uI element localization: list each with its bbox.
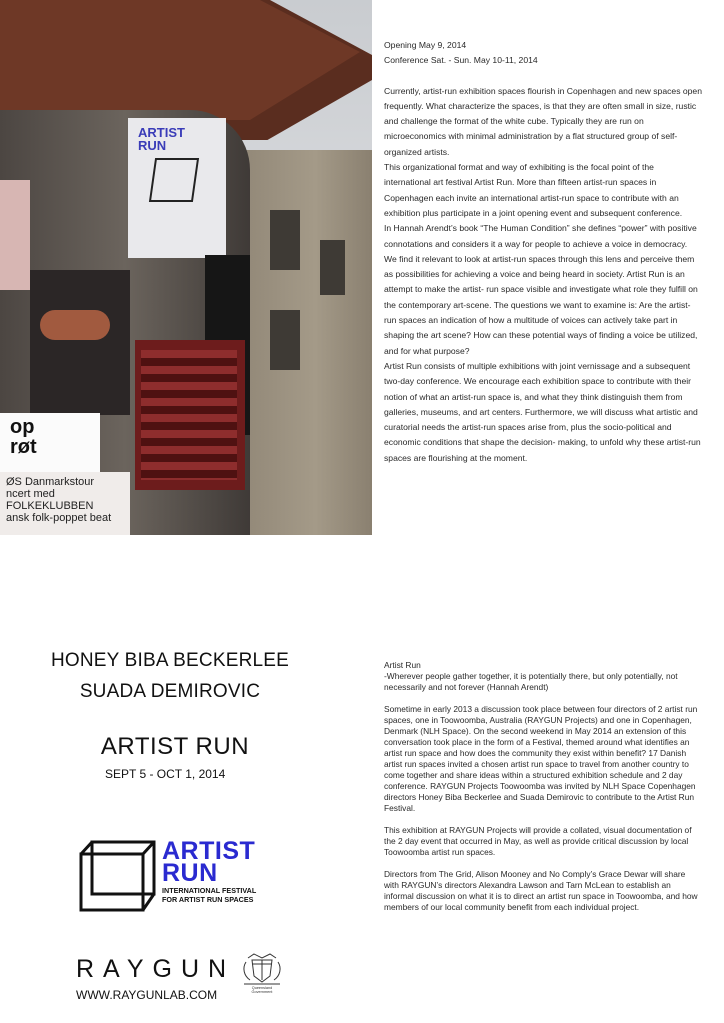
artist-names: [20, 645, 320, 707]
logo-run-text: RUN: [162, 859, 218, 887]
svg-text:Queensland: Queensland: [251, 986, 273, 990]
exhibition-paragraph: Directors from The Grid, Alison Mooney and No Comply’s Grace Dewar will share with RAYGUN’s directors Alexandra Lawson and Tarn McLean to establish an informal discussion on what it is to direct an artist run space in Toowoomba, and how members of our local community benefit from each individual project.: [384, 869, 698, 912]
description-paragraph: In Hannah Arendt’s book “The Human Condition” she defines “power” with positive connotations and considers it a way for people to achieve a voice in democracy. We find it relevant to look at artist-run spaces through this lens and perceive them as possibilities for achieving a voice and being heard in society. Artist Run is an attempt to make the artist- run space visible and investigate what role they fulfill on the contemporary art-scene. The questions we want to examine is: Are the artist-run spaces an indication of how a multitude of voices can actively take part in shaping the art scene? How can these potential ways of finding a voice be utilized, and for what purpose?: [384, 223, 698, 356]
exhibition-dates: SEPT 5 - OCT 1, 2014: [105, 767, 226, 781]
festival-description: [384, 38, 702, 466]
artist-run-poster: [128, 118, 226, 258]
artist-run-logo: [78, 838, 318, 918]
street-photo: [0, 0, 372, 535]
strip-line-1: ØS Danmarkstour: [6, 476, 95, 488]
background-building: [230, 150, 372, 535]
pink-poster: [0, 180, 30, 290]
poster-title-run: RUN: [138, 138, 167, 153]
logo-subtitle-2: FOR ARTIST RUN SPACES: [162, 895, 254, 904]
logo-artist-text: ARTIST: [162, 837, 256, 865]
description-paragraph: Currently, artist-run exhibition spaces flourish in Copenhagen and new spaces open frequently. What characterize the spaces, is that they are often small in size, rustic and challenge the format of the white cube. Typically they are run on microeconomics with minimal administration by a flat structured group of self-organized artists.: [384, 85, 702, 157]
cube-graphic: [149, 158, 199, 202]
exhibition-description: [384, 660, 702, 924]
op-line2: røt: [10, 436, 37, 458]
opening-date: Opening May 9, 2014: [384, 40, 467, 50]
cube-logo-icon: [78, 838, 158, 914]
queensland-government-crest-icon: [240, 952, 284, 994]
op-rort-poster: [0, 413, 100, 475]
exhibition-title: ARTIST RUN: [100, 733, 250, 760]
exhibition-paragraph: This exhibition at RAYGUN Projects will provide a collated, visual documentation of the 2 day event that occurred in May, as well as provide critical discussion by local Toowoomba artist run spaces.: [384, 825, 692, 857]
website-url: WWW.RAYGUNLAB.COM: [76, 988, 218, 1002]
concert-poster: [0, 472, 130, 535]
section-heading: Artist Run: [384, 660, 421, 670]
description-paragraph: This organizational format and way of exhibiting is the focal point of the international art festival Artist Run. More than fifteen artist-run spaces in Copenhagen each invite an international artist-run space to contribute with an exhibition plus participate in a joint opening event and subsequent conference.: [384, 162, 683, 218]
artist-name-1: HONEY BIBA BECKERLEE: [50, 650, 290, 671]
artist-name-2: SUADA DEMIROVIC: [79, 681, 261, 702]
svg-text:Government: Government: [251, 990, 273, 994]
arendt-quote: -Wherever people gather together, it is potentially there, but only potentially, not necessarily and not forever (Hannah Arendt): [384, 671, 678, 692]
strip-line-2: ncert med FOLKEKLUBBEN: [6, 488, 94, 512]
raygun-wordmark: RAYGUN: [76, 955, 236, 983]
dancer-poster: [30, 270, 130, 415]
dancer-figure: [40, 310, 110, 340]
op-line1: op: [10, 416, 35, 438]
red-poster-stack: [135, 340, 245, 490]
conference-date: Conference Sat. - Sun. May 10-11, 2014: [384, 55, 538, 66]
strip-line-3: ansk folk-poppet beat: [6, 512, 112, 524]
logo-subtitle-1: INTERNATIONAL FESTIVAL: [162, 886, 257, 895]
poster-title-artist: ARTIST: [138, 125, 185, 140]
exhibition-paragraph: Sometime in early 2013 a discussion took place between four directors of 2 artist run spaces, one in Toowoomba, Australia (RAYGUN Projects) and one in Copenhagen, Denmark (NLH Space). On the second weekend in May 2014 an extension of this conversation took place in the form of a Festival, themed around what identifies an artist run space and how does the community they exist within benefit? 17 Danish artist run spaces invited a chosen artist run space to travel from another country to come together and share ideas within a structured exhibition schedule and 2 day conference. RAYGUN Projects Toowoomba was invited by NLH Space Copenhagen directors Honey Biba Beckerlee and Suada Demirovic to contribute to the Artist Run Festival.: [384, 704, 698, 813]
description-paragraph: Artist Run consists of multiple exhibitions with joint vernissage and a subsequent two-day conference. We encourage each exhibition space to contribute with their notion of what an artist-run space is, and what they think distinguish them from galleries, museums, and art centers. Furthermore, we will discuss what artistic and curatorial needs the artist-run spaces arise from, plus the socio-political and economic conditions that shape the decision- making, to unfold why these artist-run spaces are flourishing at the moment.: [384, 360, 701, 463]
